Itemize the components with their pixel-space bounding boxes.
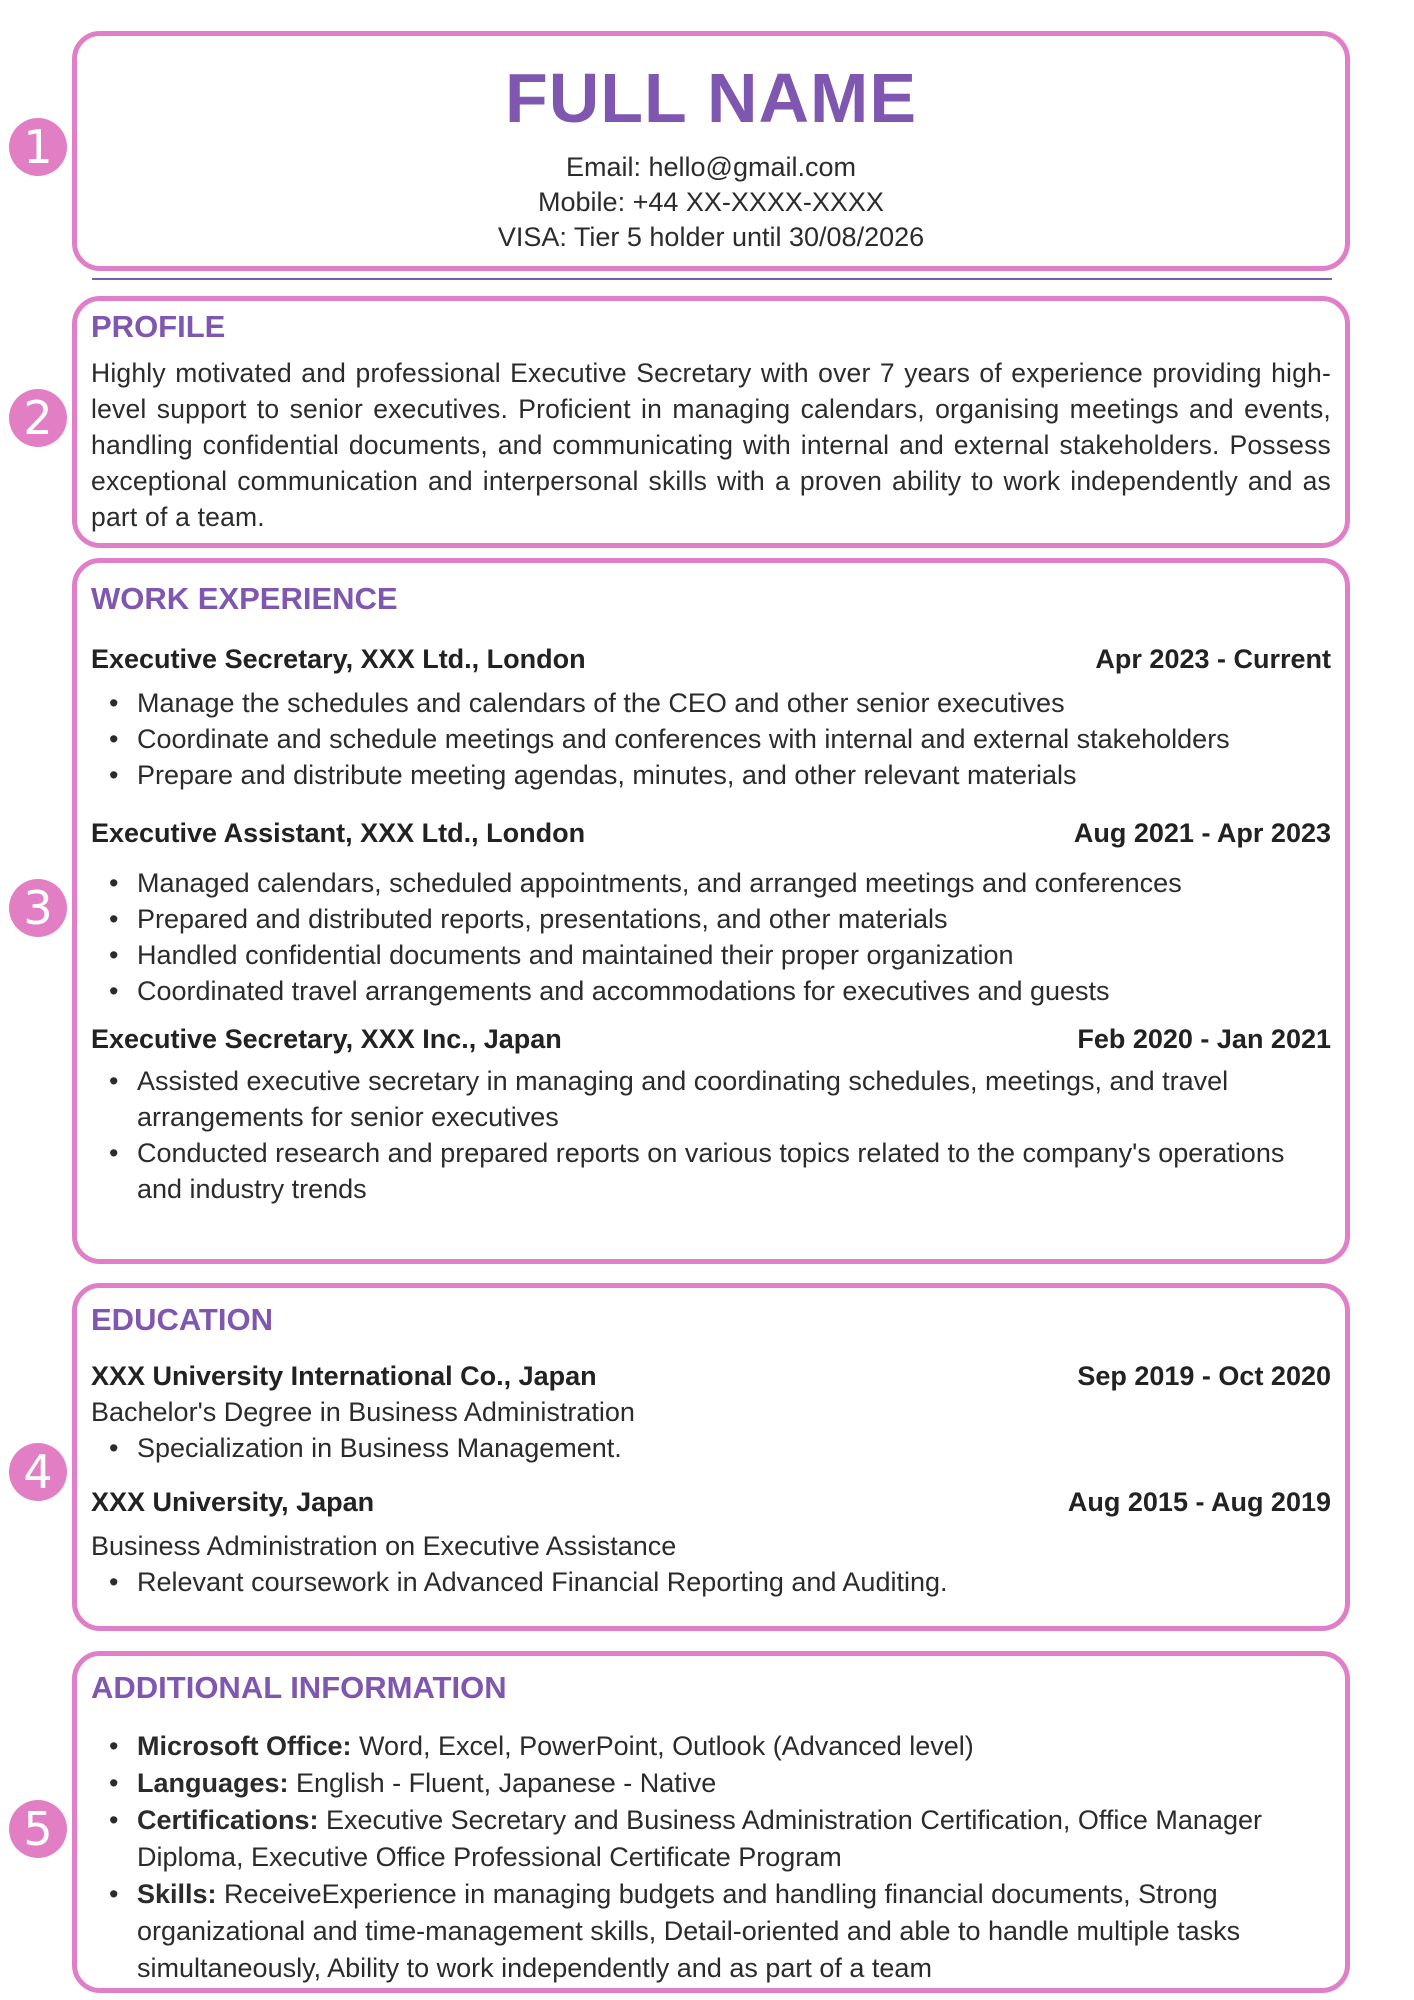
- list-item: • Coordinate and schedule meetings and conferences with internal and external stakeholders: [91, 721, 1331, 757]
- education-title: EDUCATION: [91, 1302, 273, 1337]
- list-item: • Prepared and distributed reports, presentations, and other materials: [91, 901, 1331, 937]
- item-label: Languages:: [137, 1768, 289, 1798]
- degree: Bachelor's Degree in Business Administration: [91, 1397, 635, 1427]
- item-label: Microsoft Office:: [137, 1731, 352, 1761]
- item-text: English - Fluent, Japanese - Native: [288, 1768, 717, 1798]
- school-name: XXX University International Co., Japan: [91, 1361, 597, 1391]
- list-item: [91, 1876, 1311, 1987]
- list-item: • Coordinated travel arrangements and accommodations for executives and guests: [91, 973, 1331, 1009]
- item-label: Certifications:: [137, 1805, 319, 1835]
- school-name: XXX University, Japan: [91, 1487, 375, 1517]
- education-entry: [91, 1484, 1331, 1600]
- education-entry: [91, 1358, 1331, 1466]
- list-item: • Relevant coursework in Advanced Financial Reporting and Auditing.: [91, 1564, 1331, 1600]
- header-section: [72, 31, 1350, 271]
- degree: Business Administration on Executive Assistance: [91, 1531, 677, 1561]
- item-label: Skills:: [137, 1879, 217, 1909]
- education-dates: Sep 2019 - Oct 2020: [1077, 1361, 1331, 1391]
- item-text: ReceiveExperience in managing budgets and handling financial documents, Strong organizational and time-management skills, Detail-oriented and able to handle multiple tasks simultaneously, Ability to work independently and as part of a team: [137, 1879, 1241, 1983]
- divider-line: [92, 278, 1332, 280]
- mobile-line: Mobile: +44 XX-XXXX-XXXX: [538, 187, 884, 217]
- list-item: • Managed calendars, scheduled appointments, and arranged meetings and conferences: [91, 865, 1331, 901]
- profile-section: [72, 296, 1350, 548]
- section-marker-2: 2: [9, 389, 67, 447]
- list-item: • Assisted executive secretary in managing and coordinating schedules, meetings, and travel arrangements for senior executives: [91, 1063, 1291, 1135]
- job-dates: Apr 2023 - Current: [1095, 644, 1331, 674]
- item-text: Executive Secretary and Business Administration Certification, Office Manager Diploma, Executive Office Professional Certificate Program: [137, 1805, 1262, 1872]
- additional-information-section: [72, 1651, 1350, 1993]
- list-item: • Manage the schedules and calendars of the CEO and other senior executives: [91, 685, 1331, 721]
- list-item: • Prepare and distribute meeting agendas, minutes, and other relevant materials: [91, 757, 1331, 793]
- job-role: Executive Secretary, XXX Inc., Japan: [91, 1024, 562, 1054]
- list-item: • Specialization in Business Management.: [91, 1430, 1331, 1466]
- work-experience-section: [72, 558, 1350, 1264]
- job-role: Executive Secretary, XXX Ltd., London: [91, 644, 586, 674]
- item-text: Word, Excel, PowerPoint, Outlook (Advanced level): [351, 1731, 974, 1761]
- list-item: [91, 1802, 1311, 1876]
- visa-line: VISA: Tier 5 holder until 30/08/2026: [497, 222, 925, 252]
- job-role: Executive Assistant, XXX Ltd., London: [91, 818, 586, 848]
- profile-text: Highly motivated and professional Executive Secretary with over 7 years of experience providing high-level support to senior executives. Proficient in managing calendars, organising meetings and events, handling confidential documents, and communicating with internal and external stakeholders. Possess exceptional communication and interpersonal skills with a proven ability to work independently and as part of a team.: [91, 358, 1331, 532]
- additional-information-title: ADDITIONAL INFORMATION: [91, 1670, 507, 1705]
- job-dates: Aug 2021 - Apr 2023: [1073, 818, 1331, 848]
- profile-title: PROFILE: [91, 309, 226, 344]
- list-item: [91, 1728, 1311, 1765]
- section-marker-3: 3: [9, 879, 67, 937]
- section-marker-1: 1: [9, 118, 67, 176]
- list-item: • Conducted research and prepared reports on various topics related to the company's operations and industry trends: [91, 1135, 1291, 1207]
- section-marker-5: 5: [9, 1800, 67, 1858]
- list-item: [91, 1765, 1311, 1802]
- education-dates: Aug 2015 - Aug 2019: [1067, 1487, 1331, 1517]
- job-entry: [91, 815, 1331, 1009]
- email-line: Email: hello@gmail.com: [566, 152, 856, 182]
- job-entry: [91, 641, 1331, 793]
- section-marker-4: 4: [9, 1443, 67, 1501]
- work-experience-title: WORK EXPERIENCE: [91, 581, 398, 616]
- job-entry: [91, 1021, 1331, 1207]
- education-section: [72, 1283, 1350, 1631]
- full-name: FULL NAME: [504, 59, 918, 137]
- job-dates: Feb 2020 - Jan 2021: [1077, 1024, 1331, 1054]
- list-item: • Handled confidential documents and maintained their proper organization: [91, 937, 1331, 973]
